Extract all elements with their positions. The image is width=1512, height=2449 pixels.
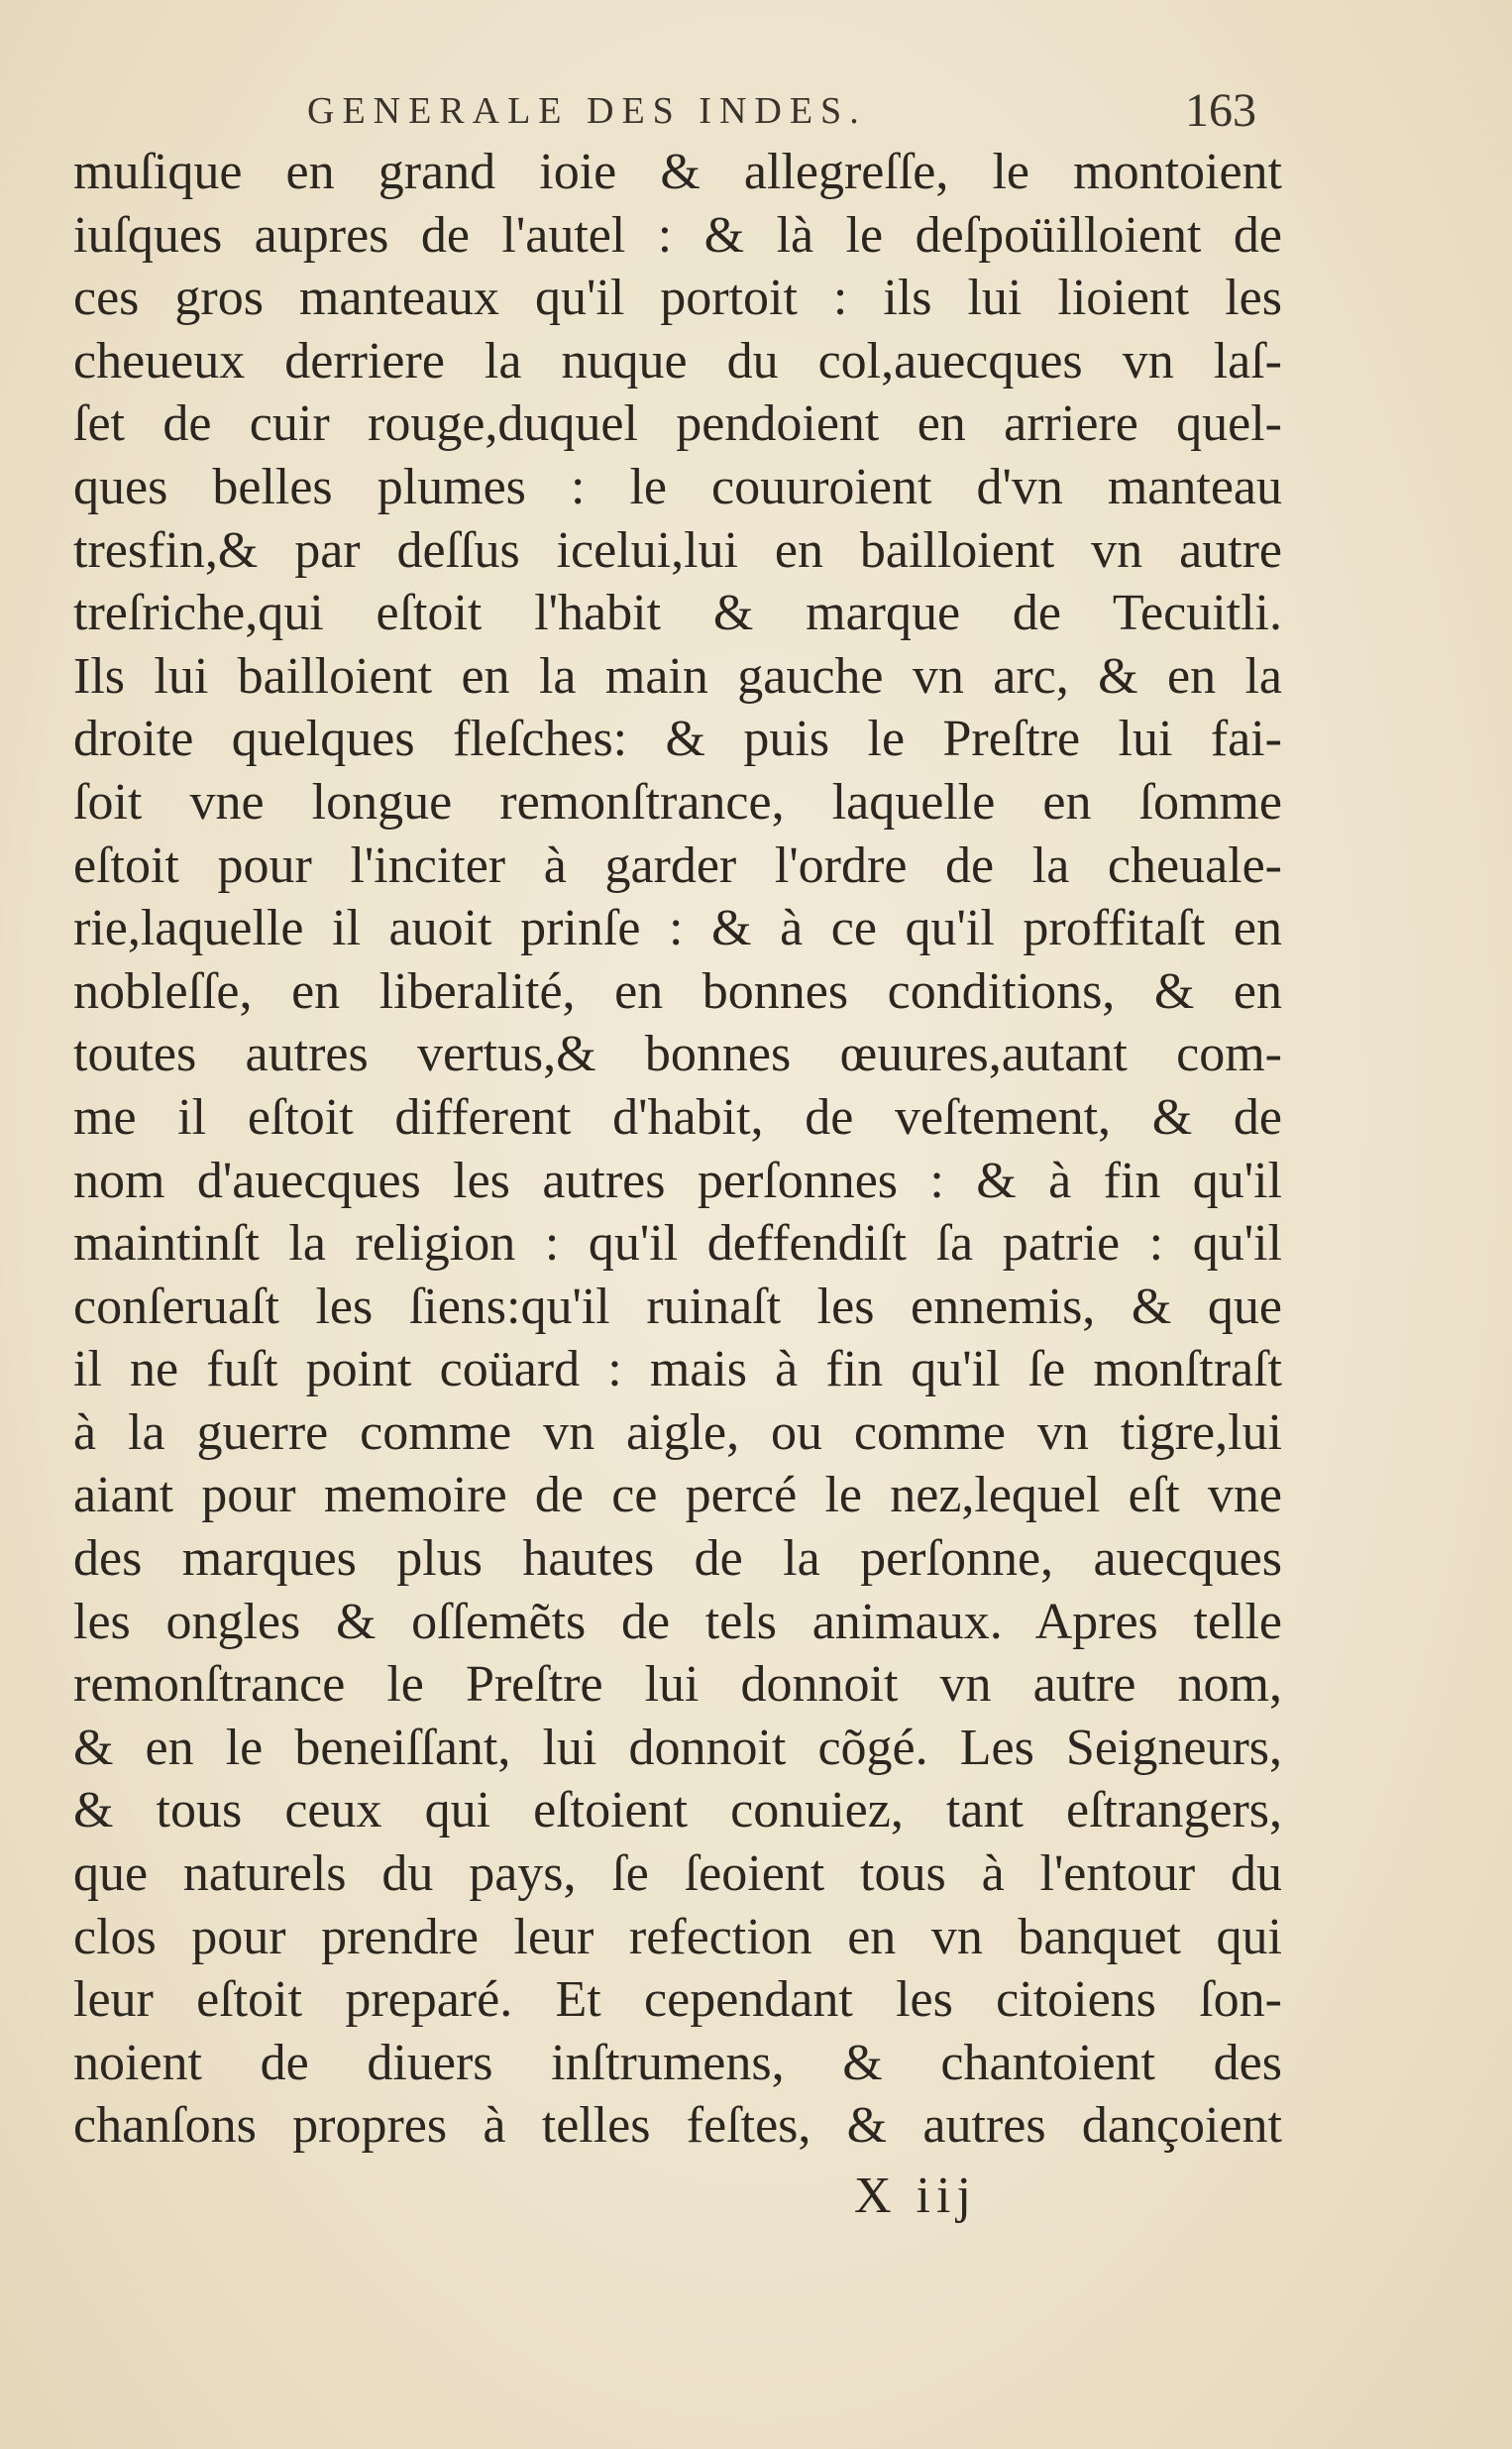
text-line: Ils lui bailloient en la main gauche vn arc, & en la bbox=[73, 647, 1282, 705]
text-line: & tous ceux qui eſtoient conuiez, tant eſtrangers, bbox=[73, 1782, 1282, 1839]
text-line: que naturels du pays, ſe ſeoient tous à l'entour du bbox=[73, 1845, 1282, 1903]
text-line: nom d'auecques les autres perſonnes : & à fin qu'il bbox=[73, 1152, 1282, 1209]
text-line: nobleſſe, en liberalité, en bonnes conditions, & en bbox=[73, 962, 1282, 1020]
text-line: leur eſtoit preparé. Et cependant les citoiens ſon- bbox=[73, 1971, 1282, 2029]
text-line: maintinſt la religion : qu'il deffendiſt ſa patrie : qu'il bbox=[73, 1215, 1282, 1273]
text-line: aiant pour memoire de ce percé le nez,lequel eſt vne bbox=[73, 1467, 1282, 1524]
text-line: droite quelques fleſches: & puis le Preſtre lui fai- bbox=[73, 711, 1282, 768]
text-line: noient de diuers inſtrumens, & chantoient des bbox=[73, 2034, 1282, 2091]
text-line: des marques plus hautes de la perſonne, auecques bbox=[73, 1530, 1282, 1588]
text-line: chanſons propres à telles feſtes, & autres dançoient bbox=[73, 2097, 1282, 2155]
text-line: ſet de cuir rouge,duquel pendoient en arriere quel- bbox=[73, 395, 1282, 453]
text-line: à la guerre comme vn aigle, ou comme vn tigre,lui bbox=[73, 1403, 1282, 1461]
text-line: toutes autres vertus,& bonnes œuures,autant com- bbox=[73, 1026, 1282, 1083]
text-line: ces gros manteaux qu'il portoit : ils lui lioient les bbox=[73, 270, 1282, 327]
text-line: conſeruaſt les ſiens:qu'il ruinaſt les ennemis, & que bbox=[73, 1278, 1282, 1335]
page-number: 163 bbox=[1185, 84, 1256, 137]
text-line: rie,laquelle il auoit prinſe : & à ce qu'il proffitaſt en bbox=[73, 900, 1282, 957]
page-header bbox=[297, 83, 1288, 143]
text-line: me il eſtoit different d'habit, de veſtement, & de bbox=[73, 1088, 1282, 1146]
text-line: treſriche,qui eſtoit l'habit & marque de Tecuitli. bbox=[73, 585, 1282, 642]
text-line: & en le beneiſſant, lui donnoit cõgé. Les Seigneurs, bbox=[73, 1719, 1282, 1776]
text-line: iuſques aupres de l'autel : & là le deſpoüilloient de bbox=[73, 206, 1282, 264]
text-line: eſtoit pour l'inciter à garder l'ordre de la cheuale- bbox=[73, 836, 1282, 894]
text-line: ques belles plumes : le couuroient d'vn manteau bbox=[73, 458, 1282, 515]
body-text bbox=[73, 141, 1282, 2158]
text-line: les ongles & oſſemẽts de tels animaux. Apres telle bbox=[73, 1593, 1282, 1650]
signature-mark: X iij bbox=[854, 2168, 977, 2224]
text-line: ſoit vne longue remonſtrance, laquelle en ſomme bbox=[73, 773, 1282, 831]
running-head: GENERALE DES INDES. bbox=[307, 90, 867, 132]
text-line: cheueux derriere la nuque du col,auecques vn laſ- bbox=[73, 332, 1282, 390]
text-line: remonſtrance le Preſtre lui donnoit vn autre nom, bbox=[73, 1656, 1282, 1714]
text-line: clos pour prendre leur refection en vn banquet qui bbox=[73, 1908, 1282, 1965]
text-line: muſique en grand ioie & allegreſſe, le montoient bbox=[73, 144, 1282, 200]
text-line: tresfin,& par deſſus icelui,lui en bailloient vn autre bbox=[73, 521, 1282, 579]
text-line: il ne fuſt point coüard : mais à fin qu'il ſe monſtraſt bbox=[73, 1341, 1282, 1398]
